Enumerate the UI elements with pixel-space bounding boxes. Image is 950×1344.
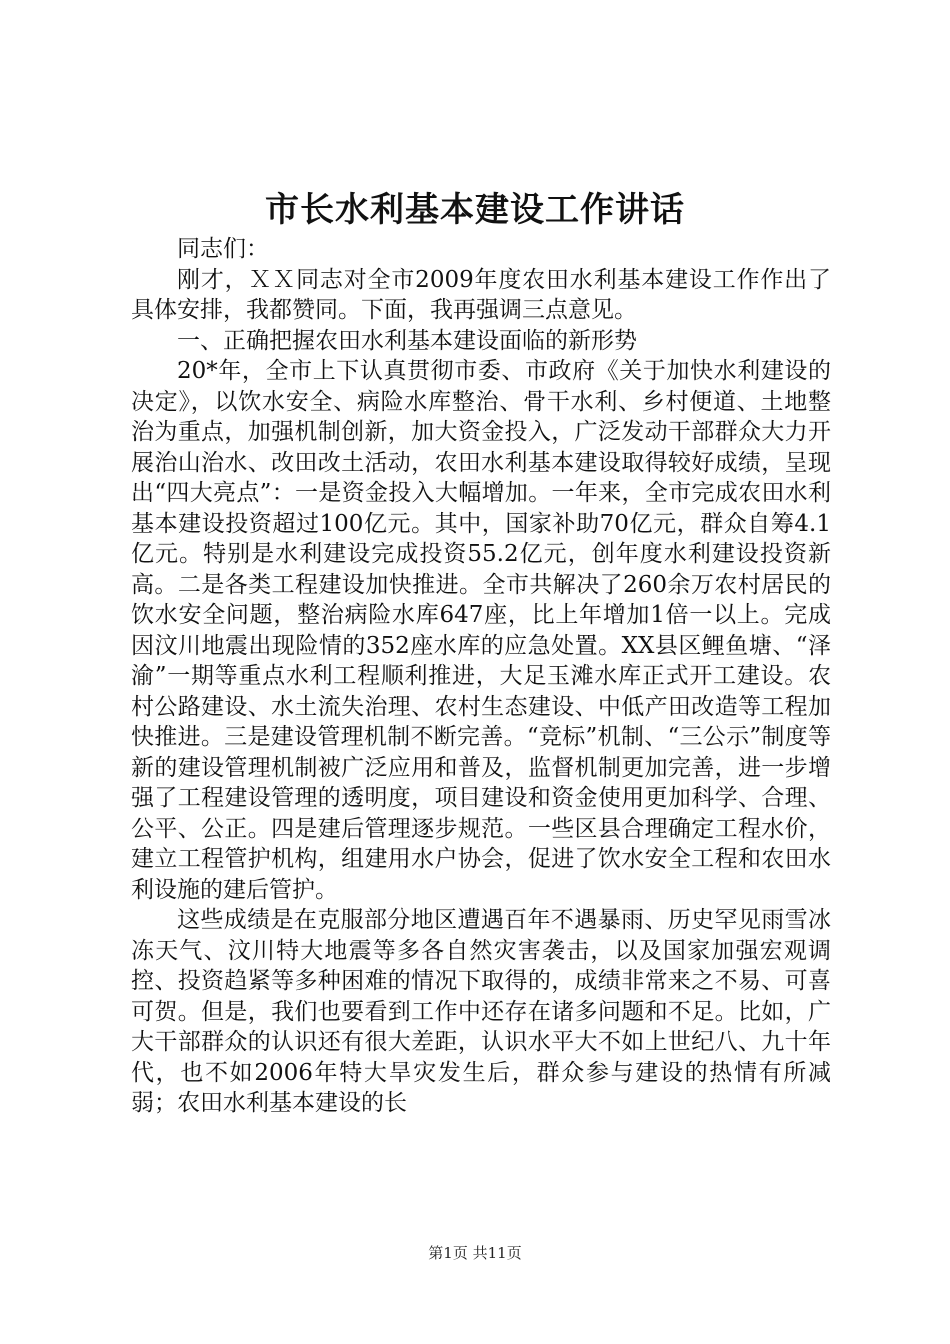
section-heading: 一、正确把握农田水利基本建设面临的新形势 <box>177 327 637 354</box>
document-title: 市长水利基本建设工作讲话 <box>265 190 685 230</box>
salutation-paragraph: 同志们： <box>177 236 269 262</box>
document-body <box>131 234 831 1119</box>
page-number: 第1页 <box>428 1244 468 1262</box>
body-paragraph: 这些成绩是在克服部分地区遭遇百年不遇暴雨、历史罕见雨雪冰冻天气、汶川特大地震等多各自然灾害袭击，以及国家加强宏观调控、投资趋紧等多种困难的情况下取得的，成绩非常来之不易、可喜可贺。但是，我们也要看到工作中还存在诸多问题和不足。比如，广大干部群众的认识还有很大差距，认识水平大不如上世纪八、九十年代，也不如2006年特大旱灾发生后，群众参与建设的热情有所减弱；农田水利基本建设的长 <box>131 907 831 1116</box>
body-paragraph: 20*年，全市上下认真贯彻市委、市政府《关于加快水利建设的决定》，以饮水安全、病险水库整治、骨干水利、乡村便道、土地整治为重点，加强机制创新，加大资金投入，广泛发动干部群众大力开展治山治水、改田改土活动，农田水利基本建设取得较好成绩，呈现出“四大亮点”：一是资金投入大幅增加。一年来，全市完成农田水利基本建设投资超过100亿元。其中，国家补助70亿元，群众自筹4.1亿元。特别是水利建设完成投资55.2亿元，创年度水利建设投资新高。二是各类工程建设加快推进。全市共解决了260余万农村居民的饮水安全问题，整治病险水库647座，比上年增加1倍一以上。完成因汶川地震出现险情的352座水库的应急处置。XX县区鲤鱼塘、“泽渝”一期等重点水利工程顺利推进，大足玉滩水库正式开工建设。农村公路建设、水土流失治理、农村生态建设、中低产田改造等工程加快推进。三是建设管理机制不断完善。“竞标”机制、“三公示”制度等新的建设管理机制被广泛应用和普及，监督机制更加完善，进一步增强了工程建设管理的透明度，项目建设和资金使用更加科学、合理、公平、公正。四是建后管理逐步规范。一些区县合理确定工程水价，建立工程管护机构，组建用水户协会，促进了饮水安全工程和农田水利设施的建后管护。 <box>131 358 831 903</box>
page-footer <box>0 1243 950 1263</box>
intro-paragraph: 刚才，ＸＸ同志对全市2009年度农田水利基本建设工作作出了具体安排，我都赞同。下面，我再强调三点意见。 <box>131 266 831 323</box>
page-total: 共11页 <box>472 1244 522 1262</box>
